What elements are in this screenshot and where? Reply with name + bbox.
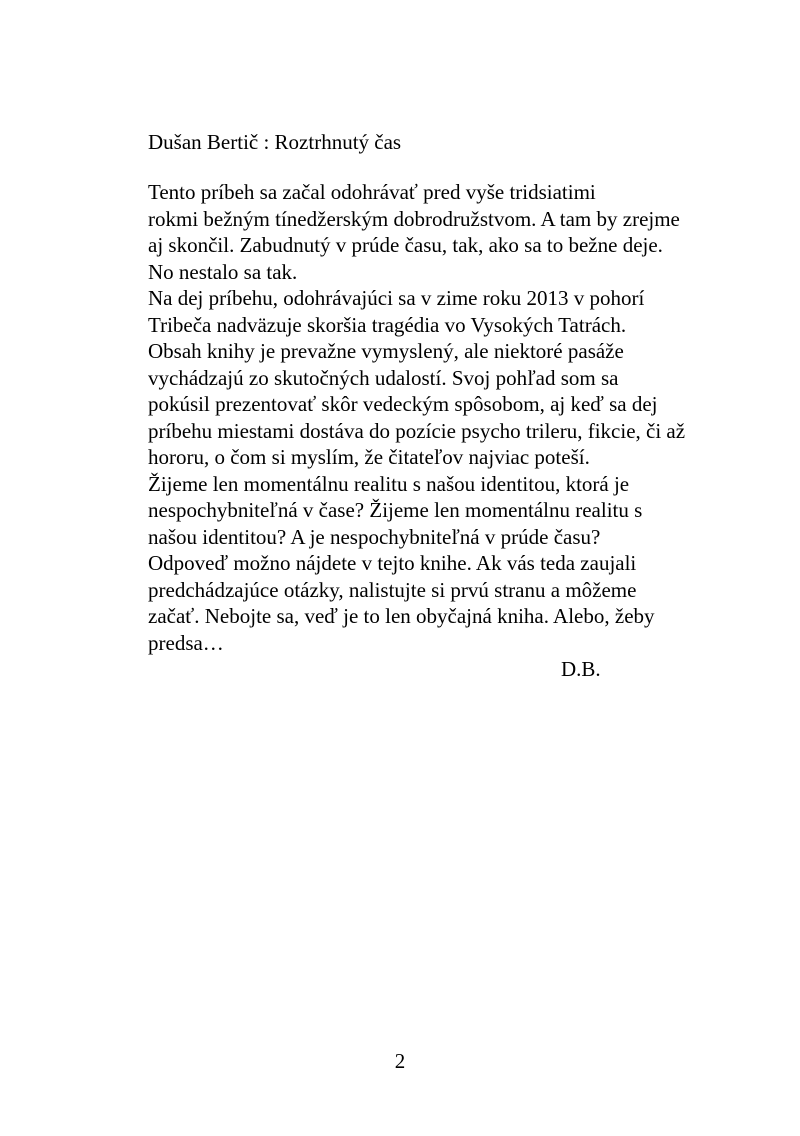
author-signature: D.B. [561, 657, 601, 681]
page-heading: Dušan Bertič : Roztrhnutý čas [148, 130, 402, 154]
text-line: pokúsil prezentovať skôr vedeckým spôsobom, aj keď sa dej [148, 392, 658, 416]
paragraph-4 [107, 471, 707, 551]
text-line: vychádzajú zo skutočných udalostí. Svoj pohľad som sa [148, 365, 619, 390]
text-line: predsa… [148, 630, 224, 655]
text-line: Odpoveď možno nájdete v tejto knihe. Ak vás teda zaujali [148, 551, 637, 575]
text-line: rokmi bežným tínedžerským dobrodružstvom. A tam by zrejme [148, 206, 680, 231]
paragraph-3 [107, 338, 707, 471]
text-line: začať. Nebojte sa, veď je to len obyčajná kniha. Alebo, žeby [148, 604, 655, 628]
text-line: aj skončil. Zabudnutý v prúde času, tak, ako sa to bežne deje. [148, 233, 663, 257]
text-line: hororu, o čom si myslím, že čitateľov najviac poteší. [148, 445, 590, 469]
text-line: našou identitou? A je nespochybniteľná v prúde času? [148, 524, 601, 549]
text-line: Žijeme len momentálnu realitu s našou identitou, ktorá je [148, 471, 630, 496]
text-line: Obsah knihy je prevažne vymyslený, ale niektoré pasáže [148, 339, 624, 363]
text-line: Tento príbeh sa začal odohrávať pred vyše tridsiatimi [148, 180, 596, 204]
page-number: 2 [394, 1049, 406, 1073]
text-line: Na dej príbehu, odohrávajúci sa v zime roku 2013 v pohorí [148, 286, 645, 310]
paragraph-1 [107, 179, 707, 285]
text-line: Tribeča nadväzuje skoršia tragédia vo Vysokých Tatrách. [148, 312, 627, 337]
paragraph-5 [107, 550, 707, 656]
text-line: príbehu miestami dostáva do pozície psycho trileru, fikcie, či až [148, 418, 686, 443]
text-line: nespochybniteľná v čase? Žijeme len momentálnu realitu s [148, 498, 643, 522]
body-text [107, 179, 707, 683]
paragraph-2 [107, 285, 707, 338]
text-line: predchádzajúce otázky, nalistujte si prvú stranu a môžeme [148, 577, 637, 602]
text-line: No nestalo sa tak. [148, 259, 298, 284]
